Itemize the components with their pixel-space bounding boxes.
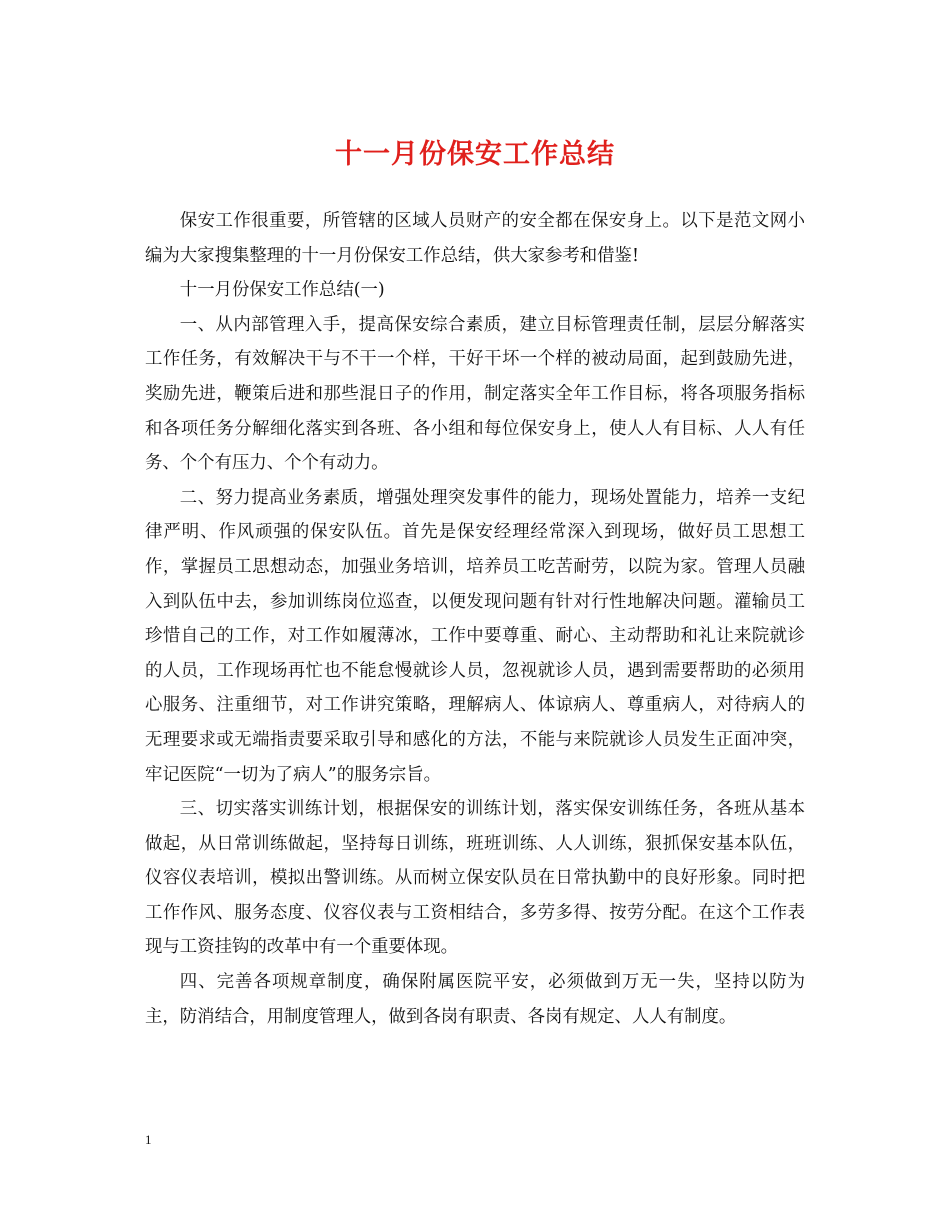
paragraph-intro: 保安工作很重要，所管辖的区域人员财产的安全都在保安身上。以下是范文网小编为大家搜集整理的十一月份保安工作总结，供大家参考和借鉴! [145, 211, 805, 266]
document-body [145, 204, 805, 1034]
paragraph-item-3: 三、切实落实训练计划，根据保安的训练计划，落实保安训练任务，各班从基本做起，从日常训练做起，坚持每日训练，班班训练、人人训练，狠抓保安基本队伍，仪容仪表培训，模拟出警训练。从而树立保安队员在日常执勤中的良好形象。同时把工作作风、服务态度、仪容仪表与工资相结合，多劳多得、按劳分配。在这个工作表现与工资挂钩的改革中有一个重要体现。 [145, 799, 805, 958]
paragraph-item-4: 四、完善各项规章制度，确保附属医院平安，必须做到万无一失，坚持以防为主，防消结合，用制度管理人，做到各岗有职责、各岗有规定、人人有制度。 [145, 972, 805, 1027]
paragraph-item-2: 二、努力提高业务素质，增强处理突发事件的能力，现场处置能力，培养一支纪律严明、作风顽强的保安队伍。首先是保安经理经常深入到现场，做好员工思想工作，掌握员工思想动态，加强业务培训，培养员工吃苦耐劳，以院为家。管理人员融入到队伍中去，参加训练岗位巡查，以便发现问题有针对行性地解决问题。灌输员工珍惜自己的工作，对工作如履薄冰，工作中要尊重、耐心、主动帮助和礼让来院就诊的人员，工作现场再忙也不能怠慢就诊人员，忽视就诊人员，遇到需要帮助的必须用心服务、注重细节，对工作讲究策略，理解病人、体谅病人、尊重病人，对待病人的无理要求或无端指责要采取引导和感化的方法，不能与来院就诊人员发生正面冲突，牢记医院“一切为了病人”的服务宗旨。 [145, 487, 805, 785]
paragraph-item-1: 一、从内部管理入手，提高保安综合素质，建立目标管理责任制，层层分解落实工作任务，有效解决干与不干一个样，干好干坏一个样的被动局面，起到鼓励先进，奖励先进，鞭策后进和那些混日子的作用，制定落实全年工作目标，将各项服务指标和各项任务分解细化落实到各班、各小组和每位保安身上，使人人有目标、人人有任务、个个有压力、个个有动力。 [145, 314, 805, 474]
paragraph-section-heading: 十一月份保安工作总结(一) [179, 280, 385, 301]
document-title: 十一月份保安工作总结 [335, 139, 615, 170]
page-number: 1 [145, 1132, 152, 1147]
